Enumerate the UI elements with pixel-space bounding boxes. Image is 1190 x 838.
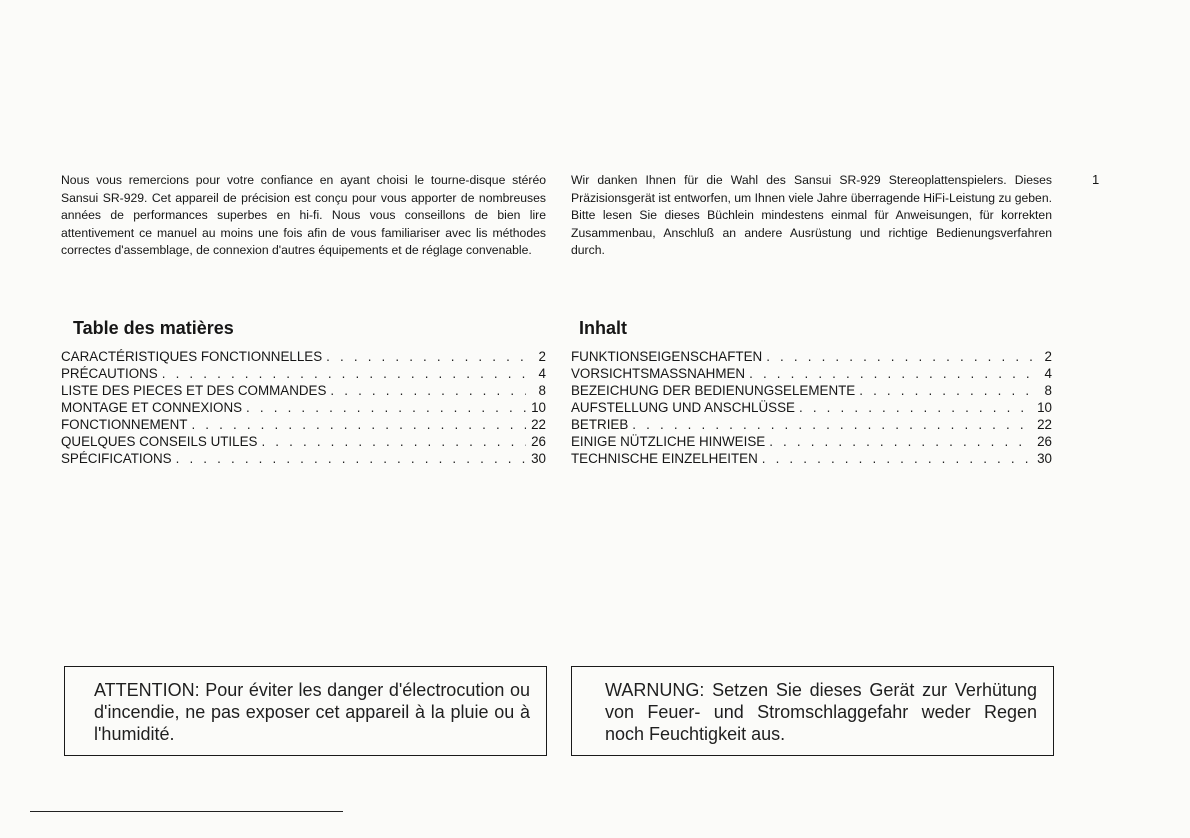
toc-entry-page: 2 xyxy=(538,349,546,364)
toc-entry xyxy=(61,365,546,382)
toc-entry-page: 22 xyxy=(531,417,546,432)
toc-entry-label: LISTE DES PIECES ET DES COMMANDES xyxy=(61,383,327,398)
toc-entry-page: 2 xyxy=(1044,349,1052,364)
toc-entry xyxy=(61,348,546,365)
toc-entry-page: 8 xyxy=(538,383,546,398)
dot-leader xyxy=(326,348,526,365)
toc-entry-label: AUFSTELLUNG UND ANSCHLÜSSE xyxy=(571,400,795,415)
french-warning-box xyxy=(64,666,547,756)
dot-leader xyxy=(762,450,1032,467)
toc-entry-page: 8 xyxy=(1044,383,1052,398)
german-toc-list xyxy=(571,348,1052,467)
dot-leader xyxy=(769,433,1032,450)
dot-leader xyxy=(261,433,526,450)
toc-entry-label: FUNKTIONSEIGENSCHAFTEN xyxy=(571,349,763,364)
toc-entry-page: 4 xyxy=(1044,366,1052,381)
toc-entry xyxy=(571,399,1052,416)
dot-leader xyxy=(859,382,1032,399)
toc-entry-page: 26 xyxy=(1037,434,1052,449)
toc-entry xyxy=(571,365,1052,382)
dot-leader xyxy=(246,399,526,416)
french-toc-title: Table des matières xyxy=(73,318,234,338)
toc-entry-label: CARACTÉRISTIQUES FONCTIONNELLES xyxy=(61,349,323,364)
german-intro-paragraph: Wir danken Ihnen für die Wahl des Sansui SR-929 Stereoplattenspielers. Dieses Präzisionsgerät ist entworfen, um Ihnen viele Jahre überragende HiFi-Leistung zu geben. Bitte lesen Sie dieses Büchlein mindestens einmal für Anweisungen, für korrekten Zusammenbau, Anschluß an andere Ausrüstung und richtige Bedienungsverfahren durch. xyxy=(571,173,1053,258)
dot-leader xyxy=(191,416,526,433)
toc-entry-page: 4 xyxy=(538,366,546,381)
toc-entry xyxy=(61,450,546,467)
toc-entry xyxy=(571,416,1052,433)
toc-entry-label: PRÉCAUTIONS xyxy=(61,366,158,381)
toc-entry-label: EINIGE NÜTZLICHE HINWEISE xyxy=(571,434,766,449)
toc-entry-page: 22 xyxy=(1037,417,1052,432)
french-intro-column xyxy=(61,172,546,260)
toc-entry-page: 10 xyxy=(1037,400,1052,415)
toc-entry-label: QUELQUES CONSEILS UTILES xyxy=(61,434,258,449)
toc-entry xyxy=(571,450,1052,467)
toc-entry-label: FONCTIONNEMENT xyxy=(61,417,188,432)
dot-leader xyxy=(766,348,1032,365)
dot-leader xyxy=(632,416,1032,433)
page-number: 1 xyxy=(1092,172,1100,187)
toc-entry xyxy=(61,399,546,416)
dot-leader xyxy=(799,399,1032,416)
toc-entry xyxy=(61,416,546,433)
dot-leader xyxy=(330,382,526,399)
toc-entry xyxy=(571,382,1052,399)
dot-leader xyxy=(176,450,526,467)
toc-entry-page: 26 xyxy=(531,434,546,449)
toc-entry xyxy=(571,433,1052,450)
toc-entry xyxy=(61,382,546,399)
toc-entry-label: BEZEICHUNG DER BEDIENUNGSELEMENTE xyxy=(571,383,856,398)
french-intro-paragraph: Nous vous remercions pour votre confiance en ayant choisi le tourne-disque stéréo Sansui SR-929. Cet appareil de précision est conçu pour vous apporter de nombreuses années de performances superbes en hi-fi. Nous vous conseillons de bien lire attentivement ce manuel au moins une fois afin de vous familiariser avec lis méthodes correctes d'assemblage, de connexion d'autres équipements et de réglage convenable. xyxy=(61,173,546,258)
toc-entry-page: 30 xyxy=(531,451,546,466)
toc-entry-page: 30 xyxy=(1037,451,1052,466)
french-toc-list xyxy=(61,348,546,467)
toc-entry-page: 10 xyxy=(531,400,546,415)
toc-entry-label: TECHNISCHE EINZELHEITEN xyxy=(571,451,758,466)
toc-entry xyxy=(61,433,546,450)
toc-entry-label: VORSICHTSMASSNAHMEN xyxy=(571,366,746,381)
dot-leader xyxy=(162,365,526,382)
french-warning-text: ATTENTION: Pour éviter les danger d'électrocution ou d'incendie, ne pas exposer cet appareil à la pluie ou à l'humidité. xyxy=(94,680,530,744)
toc-entry-label: BETRIEB xyxy=(571,417,629,432)
toc-entry-label: MONTAGE ET CONNEXIONS xyxy=(61,400,243,415)
footer-rule xyxy=(30,811,343,812)
toc-entry-label: SPÉCIFICATIONS xyxy=(61,451,172,466)
german-intro-column xyxy=(571,172,1052,260)
toc-entry xyxy=(571,348,1052,365)
german-warning-box xyxy=(571,666,1054,756)
german-toc-title: Inhalt xyxy=(579,318,627,338)
german-warning-text: WARNUNG: Setzen Sie dieses Gerät zur Verhütung von Feuer- und Stromschlaggefahr weder Regen noch Feuchtigkeit aus. xyxy=(605,680,1037,744)
dot-leader xyxy=(749,365,1032,382)
